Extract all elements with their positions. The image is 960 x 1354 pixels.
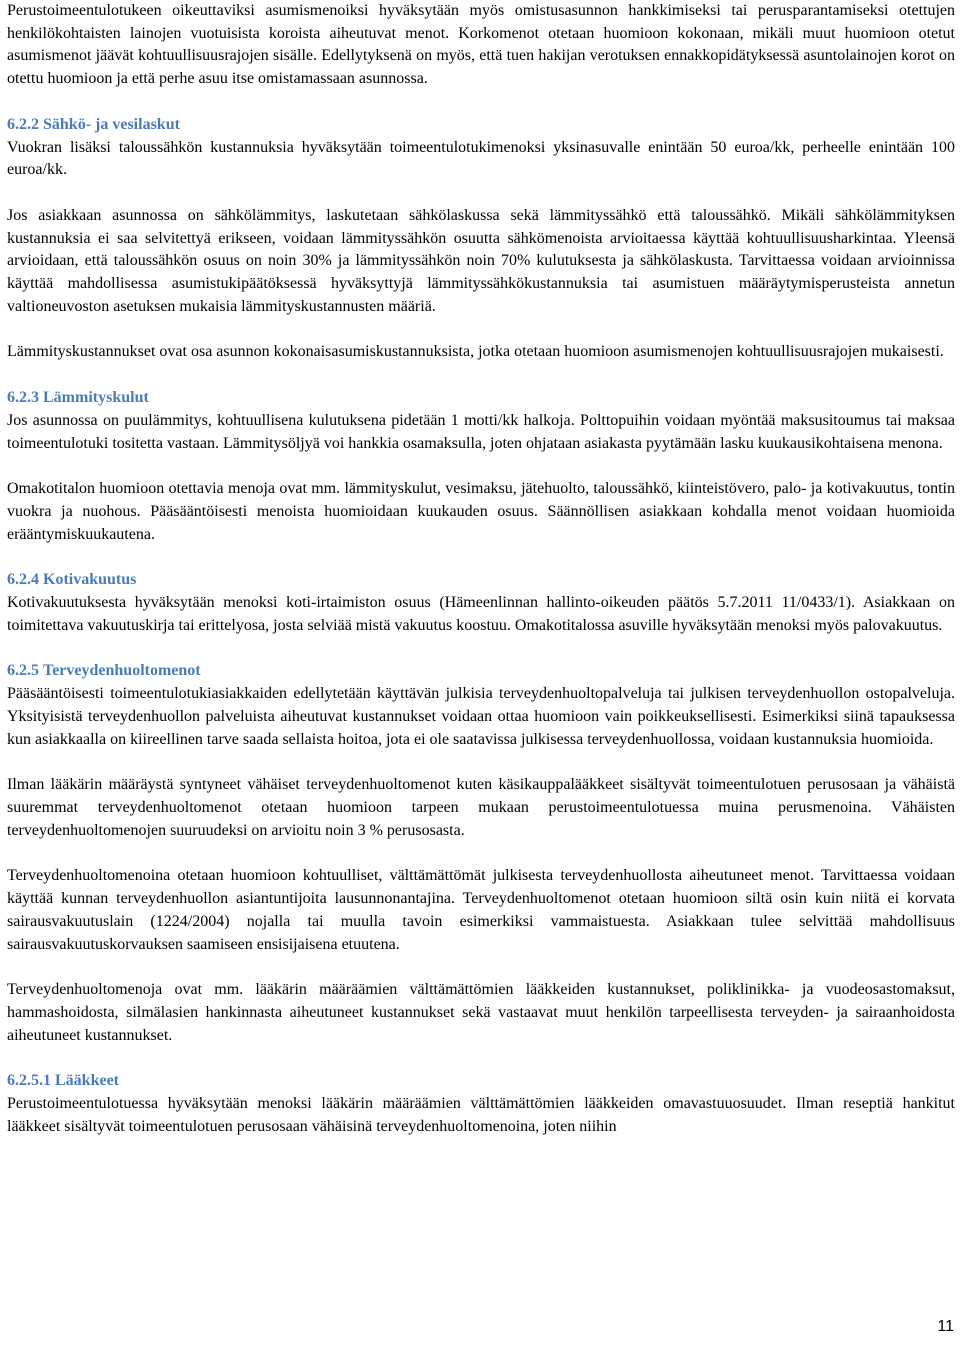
paragraph: Vuokran lisäksi taloussähkön kustannuksia hyväksytään toimeentulotukimenoksi yksinasuvalle enintään 50 euroa/kk, perheelle enintään 100 euroa/kk. [7,138,955,179]
section-number: 6.2.5.1 [7,1072,51,1090]
section-number: 6.2.3 [7,389,39,407]
document-page [7,0,955,1138]
section-title: Terveydenhuoltomenot [43,662,201,680]
section-number: 6.2.2 [7,115,39,133]
section-heading-6-2-2 [7,114,955,137]
section-title: Kotivakuutus [43,571,137,589]
paragraph: Terveydenhuoltomenoina otetaan huomioon kohtuulliset, välttämättömät julkisesta terveydenhuollosta aiheutuneet menot. Tarvittaessa voidaan käyttää kunnan terveydenhuollon asiantuntijoita lausunnonantajina. Terveydenhuoltomenot otetaan huomioon siltä osin kuin niitä ei korvata sairausvakuutuslain (1224/2004) nojalla tai muulla tavoin esimerkiksi vammaistuesta. Asiakkaan tulee selvittää mahdollisuus sairausvakuutuskorvauksen saamiseen ensisijaisena etuutena. [7,867,955,953]
section-title: Lääkkeet [55,1072,119,1090]
page-number: 11 [937,1318,954,1335]
section-title: Sähkö- ja vesilaskut [43,115,180,133]
paragraph: Omakotitalon huomioon otettavia menoja ovat mm. lämmityskulut, vesimaksu, jätehuolto, taloussähkö, kiinteistövero, palo- ja kotivakuutus, tontin vuokra ja nuohous. Pääsääntöisesti menoista huomioidaan kuukauden osuus. Säännöllisen asiakkaan kohdalla menot voidaan huomioida erääntymiskuukautena. [7,480,955,543]
section-number: 6.2.4 [7,571,39,589]
paragraph: Ilman lääkärin määräystä syntyneet vähäiset terveydenhuoltomenot kuten käsikauppalääkkeet sisältyvät toimeentulotuen perusosaan ja vähäistä suuremmat terveydenhuoltomenot otetaan huomioon tarpeen mukaan perustoimeentulotuessa muina perusmenoina. Vähäisten terveydenhuoltomenojen suuruudeksi on arvioitu noin 3 % perusosasta. [7,776,955,839]
paragraph: Terveydenhuoltomenoja ovat mm. lääkärin määräämien välttämättömien lääkkeiden kustannukset, poliklinikka- ja vuodeosastomaksut, hammashoidosta, silmälasien hankinnasta aiheutuneet kustannukset sekä vastaavat muut henkilön tarpeellisesta terveyden- ja sairaanhoidosta aiheutuneet kustannukset. [7,981,955,1044]
paragraph: Jos asiakkaan asunnossa on sähkölämmitys, laskutetaan sähkölaskussa sekä lämmityssähkö että taloussähkö. Mikäli sähkölämmityksen kustannuksia ei saa selvitettyä erikseen, voidaan lämmityssähkön osuutta sähkömenoista arvioitaessa käyttää kohtuullisuusharkintaa. Yleensä arvioidaan, että taloussähkön osuus on noin 30% ja lämmityssähkön noin 70% kulutuksesta ja sähkölaskusta. Tarvittaessa voidaan arvioinnissa käyttää mahdollisessa asumistukipäätöksessä hyväksyttyjä lämmityssähkökustannuksia tai asumistuen määräytymisperusteista annetun valtioneuvoston asetuksen mukaisia lämmityskustannusten määriä. [7,206,955,315]
section-heading-6-2-3 [7,387,955,410]
section-heading-6-2-5 [7,660,955,683]
paragraph: Perustoimeentulotuessa hyväksytään menoksi lääkärin määräämien välttämättömien lääkkeiden omavastuuosuudet. Ilman reseptiä hankitut lääkkeet sisältyvät toimeentulotuen perusosaan vähäisinä terveydenhuoltomenoina, joten niihin [7,1095,955,1135]
section-heading-6-2-5-1 [7,1070,955,1093]
paragraph: Lämmityskustannukset ovat osa asunnon kokonaisasumiskustannuksista, jotka otetaan huomioon asumismenojen kohtuullisuusrajojen mukaisesti. [7,343,944,361]
paragraph: Pääsääntöisesti toimeentulotukiasiakkaiden edellytetään käyttävän julkisia terveydenhuoltopalveluja tai julkisen terveydenhuollon ostopalveluja. Yksityisistä terveydenhuollon palveluista aiheutuvat kustannukset voidaan ottaa huomioon vain poikkeuksellisesti. Esimerkiksi siinä tapauksessa kun asiakkaalla on kiireellinen tarve saada sellaista hoitoa, jota ei ole saatavissa julkisessa terveydenhuollossa, voidaan kustannuksia huomioida. [7,685,955,748]
section-number: 6.2.5 [7,662,39,680]
paragraph: Jos asunnossa on puulämmitys, kohtuullisena kulutuksena pidetään 1 motti/kk halkoja. Polttopuihin voidaan myöntää maksusitoumus tai maksaa toimeentulotuki tositetta vastaan. Lämmitysöljyä voi hankkia osamaksulla, joten ohjataan asiakasta pyytämään lasku kuukausikohtaisena menona. [7,411,955,452]
section-title: Lämmityskulut [43,389,149,407]
section-heading-6-2-4 [7,569,955,592]
paragraph: Kotivakuutuksesta hyväksytään menoksi koti-irtaimiston osuus (Hämeenlinnan hallinto-oikeuden päätös 5.7.2011 11/0433/1). Asiakkaan on toimitettava vakuutuskirja tai erittelyosa, josta selviää mistä vakuutus koostuu. Omakotitalossa asuville hyväksytään menoksi myös palovakuutus. [7,594,955,634]
intro-paragraph: Perustoimeentulotukeen oikeuttaviksi asumismenoiksi hyväksytään myös omistusasunnon hankkimiseksi tai perusparantamiseksi otettujen henkilökohtaisten lainojen vuotuisista koroista aiheutuvat menot. Korkomenot otetaan huomioon kokonaan, mikäli muut huomioon otetut asumismenot jäävät kohtuullisuusrajojen sisälle. Edellytyksenä on myös, että tuen hakijan verotuksen ennakkopidätyksessä asuntolainojen korot on otettu huomioon ja että perhe asuu itse omistamassaan asunnossa. [7,2,955,88]
